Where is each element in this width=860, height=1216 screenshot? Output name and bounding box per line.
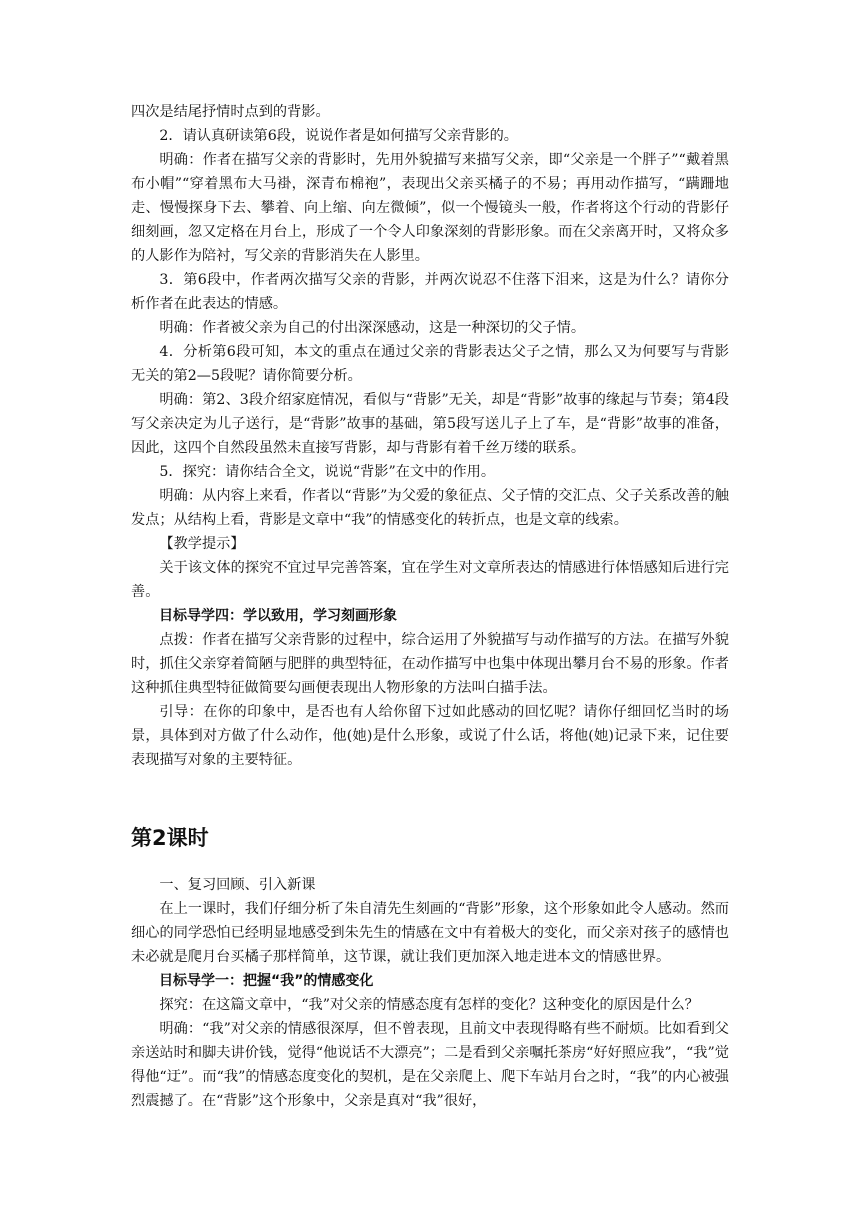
lesson-2-title: 第2课时 <box>131 826 209 850</box>
spacer <box>131 772 729 823</box>
explore-answer: 明确：“我”对父亲的情感很深厚，但不曾表现，且前文中表现得略有些不耐烦。比如看到父亲送站时和脚夫讲价钱，觉得“他说话不大漂亮”；二是看到父亲嘱托茶房“好好照应我”，“我”觉得他“迂”。而“我”的情感态度变化的契机，是在父亲爬上、爬下车站月台之时，“我”的内心被强烈震撼了。在“背影”这个形象中，父亲是真对“我”很好， <box>131 1021 729 1109</box>
question-4: 4．分析第6段可知，本文的重点在通过父亲的背影表达父子之情，那么又为何要写与背影无关的第2—5段呢？请你简要分析。 <box>131 344 729 384</box>
guide-paragraph: 引导：在你的印象中，是否也有人给你留下过如此感动的回忆呢？请你仔细回忆当时的场景，具体到对方做了什么动作，他(她)是什么形象，或说了什么话，将他(她)记录下来，记住要表现描写对象的主要特征。 <box>131 704 729 768</box>
step-1-heading: 一、复习回顾、引入新课 <box>159 877 316 893</box>
hint-paragraph: 点拨：作者在描写父亲背影的过程中，综合运用了外貌描写与动作描写的方法。在描写外貌时，抓住父亲穿着简陋与肥胖的典型特征，在动作描写中也集中体现出攀月台不易的形象。作者这种抓住典型特征做简要勾画便表现出人物形象的方法叫白描手法。 <box>131 632 729 696</box>
answer-3: 明确：作者被父亲为自己的付出深深感动，这是一种深切的父子情。 <box>159 320 586 336</box>
answer-5: 明确：从内容上来看，作者以“背影”为父爱的象征点、父子情的交汇点、父子关系改善的触发点；从结构上看，背影是文章中“我”的情感变化的转折点，也是文章的线索。 <box>131 488 729 528</box>
goal-1-heading: 目标导学一：把握“我”的情感变化 <box>159 973 374 989</box>
question-5: 5．探究：请你结合全文，说说“背影”在文中的作用。 <box>159 464 496 480</box>
question-3: 3．第6段中，作者两次描写父亲的背影，并两次说忍不住落下泪来，这是为什么？请你分析作者在此表达的情感。 <box>131 272 729 312</box>
teaching-tip-label: 【教学提示】 <box>159 536 245 552</box>
explore-question: 探究：在这篇文章中，“我”对父亲的情感态度有怎样的变化？这种变化的原因是什么？ <box>159 997 699 1013</box>
spacer <box>131 853 729 873</box>
answer-4: 明确：第2、3段介绍家庭情况，看似与“背影”无关，却是“背影”故事的缘起与节奏；第4段写父亲决定为儿子送行，是“背影”故事的基础，第5段写送儿子上了车，是“背影”故事的准备，因此，这四个自然段虽然未直接写背影，却与背影有着千丝万缕的联系。 <box>131 392 729 456</box>
paragraph-back-fourth: 四次是结尾抒情时点到的背影。 <box>131 104 330 120</box>
goal-4-heading: 目标导学四：学以致用，学习刻画形象 <box>159 608 397 624</box>
answer-2: 明确：作者在描写父亲的背影时，先用外貌描写来描写父亲，即“父亲是一个胖子”“戴着黑布小帽”“穿着黑布大马褂，深青布棉袍”，表现出父亲买橘子的不易；再用动作描写，“蹒跚地走、慢慢探身下去、攀着、向上缩、向左微倾”，似一个慢镜头一般，作者将这个行动的背影仔细刻画，忽又定格在月台上，形成了一个令人印象深刻的背影形象。而在父亲离开时，又将众多的人影作为陪衬，写父亲的背影消失在人影里。 <box>131 152 729 264</box>
teaching-tip: 关于该文体的探究不宜过早完善答案，宜在学生对文章所表达的情感进行体悟感知后进行完善。 <box>131 560 729 600</box>
document-page <box>131 100 729 1113</box>
question-2: 2．请认真研读第6段，说说作者是如何描写父亲背影的。 <box>159 128 518 144</box>
intro-paragraph: 在上一课时，我们仔细分析了朱自清先生刻画的“背影”形象，这个形象如此令人感动。然而细心的同学恐怕已经明显地感受到朱先生的情感在文中有着极大的变化，而父亲对孩子的感情也未必就是爬月台买橘子那样简单，这节课，就让我们更加深入地走进本文的情感世界。 <box>131 901 729 965</box>
